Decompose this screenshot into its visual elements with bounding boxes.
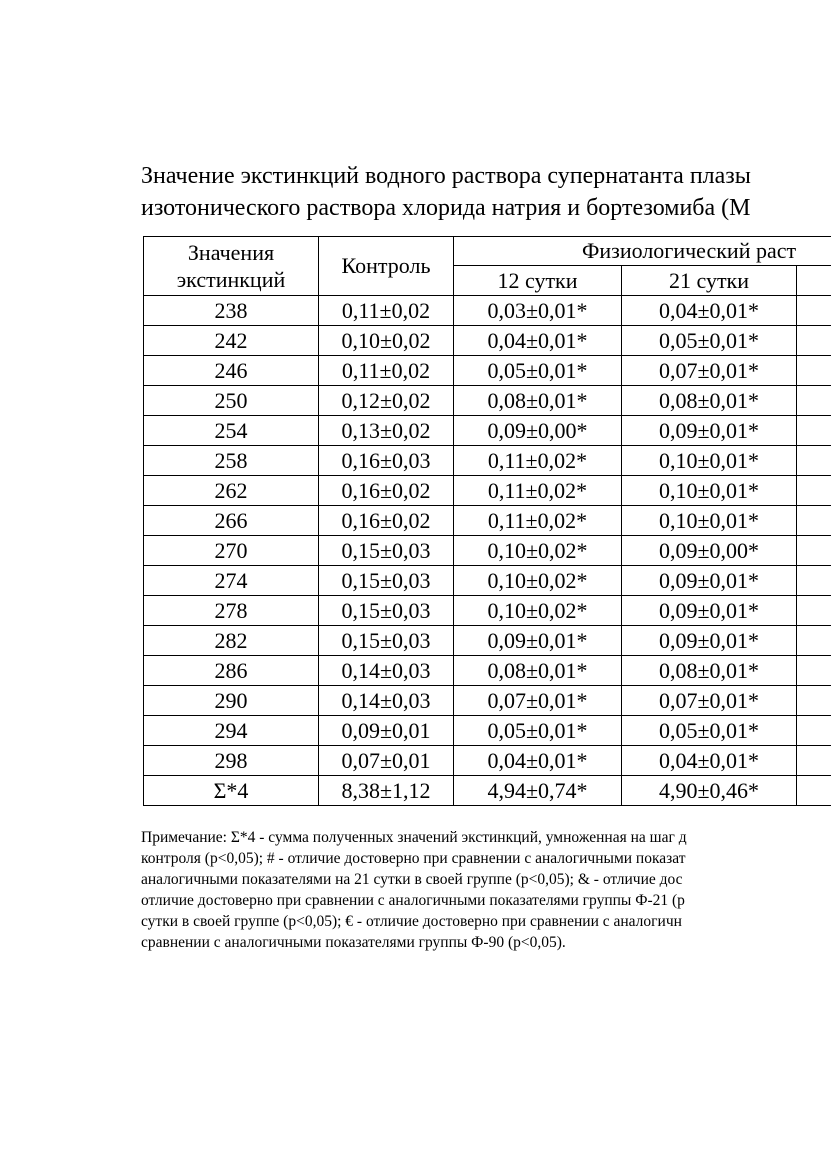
- cell-day-21: 0,07±0,01*: [622, 356, 797, 386]
- cell-day-12: 4,94±0,74*: [454, 776, 622, 806]
- cell-wavelength: 282: [144, 626, 319, 656]
- cell-wavelength: 294: [144, 716, 319, 746]
- table-row: [144, 476, 831, 506]
- header-control: Контроль: [319, 237, 454, 296]
- cell-cut-off: [797, 356, 831, 386]
- cell-cut-off: [797, 416, 831, 446]
- table-row: [144, 416, 831, 446]
- cell-day-12: 0,10±0,02*: [454, 536, 622, 566]
- note-line: сравнении с аналогичными показателями группы Ф-90 (p<0,05).: [141, 934, 566, 951]
- cell-wavelength: 290: [144, 686, 319, 716]
- cell-control: 0,14±0,03: [319, 686, 454, 716]
- cell-day-12: 0,04±0,01*: [454, 326, 622, 356]
- cell-day-21: 0,08±0,01*: [622, 386, 797, 416]
- cell-wavelength: 258: [144, 446, 319, 476]
- table-row: [144, 686, 831, 716]
- cell-cut-off: [797, 686, 831, 716]
- cell-day-12: 0,10±0,02*: [454, 596, 622, 626]
- table-row: [144, 656, 831, 686]
- cell-day-12: 0,11±0,02*: [454, 476, 622, 506]
- cell-wavelength: 266: [144, 506, 319, 536]
- table-row: [144, 296, 831, 326]
- cell-day-21: 0,09±0,01*: [622, 626, 797, 656]
- cell-day-21: 0,09±0,00*: [622, 536, 797, 566]
- cell-control: 0,07±0,01: [319, 746, 454, 776]
- cell-cut-off: [797, 716, 831, 746]
- cell-wavelength: 246: [144, 356, 319, 386]
- cell-control: 0,13±0,02: [319, 416, 454, 446]
- cell-day-12: 0,08±0,01*: [454, 656, 622, 686]
- cell-control: 0,09±0,01: [319, 716, 454, 746]
- note-line: Примечание: Σ*4 - сумма полученных значений экстинкций, умноженная на шаг д: [141, 829, 687, 846]
- cell-day-12: 0,10±0,02*: [454, 566, 622, 596]
- cell-day-21: 0,05±0,01*: [622, 716, 797, 746]
- table-row: [144, 746, 831, 776]
- cell-day-21: 0,07±0,01*: [622, 686, 797, 716]
- cell-wavelength: 238: [144, 296, 319, 326]
- cell-day-12: 0,04±0,01*: [454, 746, 622, 776]
- cell-day-21: 0,10±0,01*: [622, 446, 797, 476]
- cell-control: 0,11±0,02: [319, 356, 454, 386]
- cell-control: 8,38±1,12: [319, 776, 454, 806]
- table-row: [144, 506, 831, 536]
- cell-control: 0,16±0,02: [319, 476, 454, 506]
- cell-wavelength: 270: [144, 536, 319, 566]
- cell-cut-off: [797, 296, 831, 326]
- header-day-12: 12 сутки: [454, 266, 622, 296]
- note-line: сутки в своей группе (p<0,05); € - отличие достоверно при сравнении с аналогичн: [141, 913, 682, 930]
- cell-cut-off: [797, 386, 831, 416]
- cell-wavelength: 254: [144, 416, 319, 446]
- cell-control: 0,10±0,02: [319, 326, 454, 356]
- note-line: контроля (p<0,05); # - отличие достоверно при сравнении с аналогичными показат: [141, 850, 686, 867]
- cell-day-21: 0,09±0,01*: [622, 566, 797, 596]
- title-line-2: изотонического раствора хлорида натрия и бортезомиба (М: [141, 195, 751, 221]
- header-day-21: 21 сутки: [622, 266, 797, 296]
- cell-cut-off: [797, 596, 831, 626]
- cell-wavelength: 298: [144, 746, 319, 776]
- cell-control: 0,14±0,03: [319, 656, 454, 686]
- cell-wavelength: 274: [144, 566, 319, 596]
- table-row: [144, 386, 831, 416]
- cell-cut-off: [797, 746, 831, 776]
- header-extinction-values: Значения экстинкций: [144, 237, 319, 296]
- table-row: [144, 716, 831, 746]
- cell-wavelength: 250: [144, 386, 319, 416]
- cell-wavelength: 286: [144, 656, 319, 686]
- header-cut-off: [797, 266, 831, 296]
- cell-day-12: 0,03±0,01*: [454, 296, 622, 326]
- cell-day-12: 0,11±0,02*: [454, 506, 622, 536]
- table-row: [144, 356, 831, 386]
- cell-cut-off: [797, 536, 831, 566]
- extinction-table: [143, 236, 831, 806]
- note-line: отличие достоверно при сравнении с аналогичными показателями группы Ф-21 (р: [141, 892, 685, 909]
- data-table-container: [143, 236, 831, 806]
- cell-day-12: 0,07±0,01*: [454, 686, 622, 716]
- table-note: [141, 827, 831, 953]
- cell-control: 0,16±0,02: [319, 506, 454, 536]
- table-row: [144, 326, 831, 356]
- cell-day-12: 0,05±0,01*: [454, 716, 622, 746]
- table-body: [144, 296, 831, 806]
- header-physiological-solution: Физиологический раст: [454, 237, 831, 266]
- table-row: [144, 776, 831, 806]
- cell-day-21: 0,04±0,01*: [622, 296, 797, 326]
- cell-wavelength: Σ*4: [144, 776, 319, 806]
- cell-cut-off: [797, 776, 831, 806]
- cell-control: 0,15±0,03: [319, 596, 454, 626]
- table-row: [144, 446, 831, 476]
- cell-control: 0,11±0,02: [319, 296, 454, 326]
- cell-day-21: 0,04±0,01*: [622, 746, 797, 776]
- cell-cut-off: [797, 476, 831, 506]
- table-row: [144, 536, 831, 566]
- cell-cut-off: [797, 626, 831, 656]
- cell-control: 0,12±0,02: [319, 386, 454, 416]
- cell-day-12: 0,09±0,00*: [454, 416, 622, 446]
- cell-cut-off: [797, 506, 831, 536]
- cell-day-12: 0,11±0,02*: [454, 446, 622, 476]
- cell-day-21: 0,08±0,01*: [622, 656, 797, 686]
- cell-wavelength: 278: [144, 596, 319, 626]
- table-title: [141, 160, 831, 224]
- cell-day-21: 0,09±0,01*: [622, 416, 797, 446]
- cell-cut-off: [797, 326, 831, 356]
- cell-control: 0,15±0,03: [319, 566, 454, 596]
- cell-wavelength: 242: [144, 326, 319, 356]
- table-row: [144, 566, 831, 596]
- cell-day-12: 0,05±0,01*: [454, 356, 622, 386]
- cell-cut-off: [797, 446, 831, 476]
- title-line-1: Значение экстинкций водного раствора супернатанта плазы: [141, 163, 751, 189]
- cell-control: 0,15±0,03: [319, 626, 454, 656]
- cell-day-21: 0,10±0,01*: [622, 506, 797, 536]
- cell-day-21: 0,09±0,01*: [622, 596, 797, 626]
- cell-day-12: 0,09±0,01*: [454, 626, 622, 656]
- cell-day-12: 0,08±0,01*: [454, 386, 622, 416]
- note-line: аналогичными показателями на 21 сутки в своей группе (p<0,05); & - отличие дос: [141, 871, 683, 888]
- cell-cut-off: [797, 566, 831, 596]
- cell-cut-off: [797, 656, 831, 686]
- cell-control: 0,16±0,03: [319, 446, 454, 476]
- cell-wavelength: 262: [144, 476, 319, 506]
- cell-day-21: 4,90±0,46*: [622, 776, 797, 806]
- cell-day-21: 0,10±0,01*: [622, 476, 797, 506]
- table-row: [144, 626, 831, 656]
- cell-control: 0,15±0,03: [319, 536, 454, 566]
- cell-day-21: 0,05±0,01*: [622, 326, 797, 356]
- table-row: [144, 596, 831, 626]
